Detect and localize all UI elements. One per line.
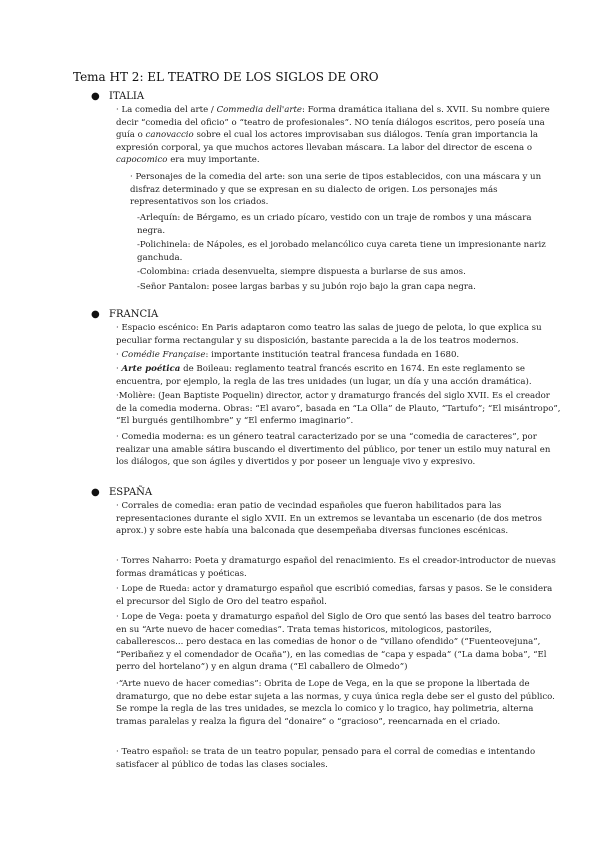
paragraph-personajes: · Personajes de la comedia del arte: son una serie de tipos establecidos, con una máscara y un disfraz determinado y que se expresan en su dialecto de origen. Los personajes más representativos son los criados. (130, 172, 542, 208)
paragraph-teatro-espanol: · Teatro español: se trata de un teatro popular, pensado para el corral de comedias e intentando satisfacer al público de todas las clases sociales. (116, 747, 536, 770)
paragraph-corrales: · Corrales de comedia: eran patio de vecindad españoles que fueron habilitados para las representaciones durante el siglo XVII. En un extremos se levantaba un escenario (de dos metros aprox.) y sobre este había una balconada que desempeñaba diversas funciones escénicas. (116, 501, 542, 537)
heading-text: ESPAÑA (109, 487, 153, 498)
text-run-bold-italic: Arte poética (121, 364, 181, 374)
list-item-arlequin: -Arlequín: de Bérgamo, es un criado pícaro, vestido con un traje de rombos y una máscara negra. (137, 213, 532, 236)
paragraph-torres-naharro: · Torres Naharro: Poeta y dramaturgo español del renacimiento. Es el creador-introductor de nuevas formas dramáticas y poéticas. (116, 556, 556, 579)
document-title: Tema HT 2: EL TEATRO DE LOS SIGLOS DE ORO (73, 70, 379, 84)
text-run: · (116, 364, 122, 374)
text-run-italic: canovaccio (145, 130, 194, 141)
bullet-icon: ● (91, 309, 100, 320)
text-run: sobre el cual los actores improvisaban sus diálogos. Tenía gran importancia la expresión corporal, ya que muchos actores llevaban máscara. La labor del director de escena o (116, 130, 538, 153)
heading-text: ITALIA (109, 91, 145, 102)
section-heading-francia (91, 309, 158, 320)
paragraph-arte-nuevo: ·“Arte nuevo de hacer comedias”: Obrita de Lope de Vega, en la que se propone la libertada de dramaturgo, que no debe estar sujeta a las normas, y cuya única regla debe ser el gusto del público. Se rompe la regla de las tres unidades, se mezcla lo comico y lo tragico, hay polimetria, alterna tramas paralelas y realza la figura del “donaire” o “gracioso”, reencarnada en el criado. (116, 679, 555, 727)
text-run-italic: Commedia dell'arte (216, 105, 303, 115)
heading-text: FRANCIA (109, 309, 159, 320)
bullet-icon: ● (91, 487, 100, 498)
bullet-icon: ● (91, 91, 100, 102)
paragraph-espacio-escenico: · Espacio escénico: En Paris adaptaron como teatro las salas de juego de pelota, lo que explica su peculiar forma rectangular y su disposición, bastante parecida a la de los teatros modernos. (116, 323, 542, 346)
paragraph-comedia-moderna: · Comedia moderna: es un género teatral caracterizado por se una “comedia de caracteres”, por realizar una amable sátira buscando el divertimento del público, por tener un estilo muy natural en los diálogos, que son ágiles y divertidos y por poseer un lenguaje vivo y expresivo. (116, 432, 551, 468)
paragraph-moliere: ·Molière: (Jean Baptiste Poquelin) director, actor y dramaturgo francés del siglo XVII. Es el creador de la comedia moderna. Obras: “El avaro”, basada en “La Olla” de Plauto, “Tartufo”; “El misántropo”, “El burgués gentilhombre” y “El enfermo imaginario”. (116, 391, 561, 427)
paragraph-commedia-dell-arte (116, 104, 561, 167)
text-run: : importante institución teatral francesa fundada en 1680. (205, 350, 460, 360)
paragraph-lope-de-rueda: · Lope de Rueda: actor y dramaturgo español que escribió comedias, farsas y pasos. Se le considera el precursor del Siglo de Oro del teatro español. (116, 584, 553, 607)
section-heading-espana (91, 487, 152, 498)
paragraph-comedie-francaise (116, 349, 561, 362)
paragraph-lope-de-vega: · Lope de Vega: poeta y dramaturgo español del Siglo de Oro que sentó las bases del teatro barroco en su “Arte nuevo de hacer comedias”. Trata temas historicos, mitologicos, pastoriles, caballerescos... pero destaca en las comedias de honor o de “villano ofendido” (“Fuenteovejuna”, “Peribañez y el comendador de Ocaña”), en las comedias de “capa y espada” (“La dama boba”, “El perro del hortelano”) y en algun drama (“El caballero de Olmedo”) (116, 612, 552, 673)
list-item-polichinela: -Polichinela: de Nápoles, es el jorobado melancólico cuya careta tiene un impresionante nariz ganchuda. (137, 240, 546, 263)
text-run: : Forma dramática italiana del s. XVII. Su nombre quiere decir “comedia del oficio” o “teatro de profesionales”. NO tenía diálogos escritos, pero poseía una guía o (116, 105, 550, 141)
list-item-colombina: -Colombina: criada desenvuelta, siempre dispuesta a burlarse de sus amos. (137, 267, 466, 277)
text-run: de Boileau: reglamento teatral francés escrito en 1674. En este reglamento se encuentra, por ejemplo, la regla de las tres unidades (un lugar, un día y una acción dramática). (116, 364, 532, 387)
paragraph-arte-poetica (116, 363, 561, 388)
text-run: era muy importante. (167, 155, 260, 166)
section-heading-italia (91, 91, 144, 102)
text-run: · (116, 350, 122, 360)
text-run: · La comedia del arte / (116, 105, 217, 115)
text-run-italic: capocomico (116, 155, 168, 166)
list-item-pantalon: -Señor Pantalon: posee largas barbas y su jubón rojo bajo la gran capa negra. (137, 282, 476, 292)
text-run-italic: Comédie Française (121, 350, 206, 360)
